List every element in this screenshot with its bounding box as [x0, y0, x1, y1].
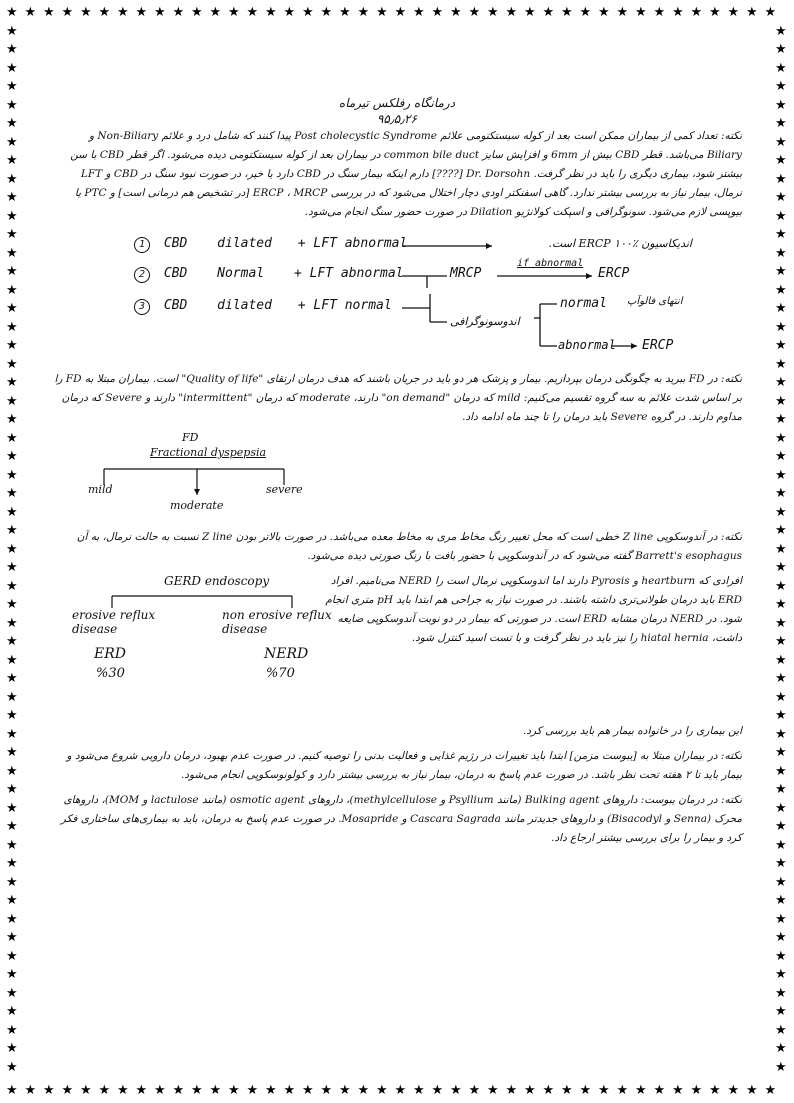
gerd-root: GERD endoscopy: [164, 574, 270, 588]
row3-state: dilated: [217, 298, 272, 313]
border-star: ★: [154, 1083, 166, 1098]
border-star: ★: [775, 782, 787, 797]
border-star: ★: [6, 301, 18, 316]
row3-abnormal: abnormal: [558, 338, 616, 352]
border-star: ★: [775, 967, 787, 982]
border-star: ★: [6, 42, 18, 57]
border-star: ★: [6, 689, 18, 705]
page-header: [52, 95, 742, 127]
border-star: ★: [154, 5, 166, 20]
border-star: ★: [98, 1083, 111, 1098]
row3-normal: normal: [560, 296, 607, 311]
row1-number: 1: [134, 237, 150, 253]
border-star: ★: [6, 893, 18, 908]
border-star: ★: [524, 1083, 536, 1098]
border-star: ★: [635, 5, 647, 20]
border-star: ★: [505, 1083, 518, 1098]
border-star: ★: [6, 745, 18, 760]
fd-root: FD: [182, 431, 199, 444]
border-star: ★: [6, 412, 18, 427]
border-star: ★: [265, 5, 277, 20]
border-star: ★: [6, 782, 18, 797]
row3-cbd: CBD: [163, 298, 188, 313]
border-star: ★: [775, 301, 787, 316]
border-star: ★: [6, 800, 18, 816]
border-star: ★: [6, 393, 18, 409]
gerd-right-abbr: NERD: [264, 646, 309, 662]
border-star: ★: [635, 1083, 647, 1098]
border-star: ★: [117, 1083, 129, 1098]
border-star: ★: [616, 5, 629, 20]
fd-tree: [52, 433, 742, 528]
gerd-section: [52, 572, 742, 722]
border-star: ★: [746, 5, 758, 20]
border-star: ★: [6, 208, 18, 224]
border-star: ★: [764, 1083, 777, 1098]
row2-number: 2: [134, 267, 150, 283]
border-star: ★: [431, 1083, 444, 1098]
paragraph-zline: نکته: در آندوسکوپی Z line خطی است که محل تغییر رنگ مخاط مری به مخاط معده می‌باشد. در صورت بالاتر بودن Z line نسبت به حالت نرمال، به آن Barrett's esophagus گفته می‌شود که در آندوسکوپی با حضور بافت با رنگ صورتی دیده می‌شود.: [76, 531, 742, 562]
border-star: ★: [487, 1083, 499, 1098]
border-star: ★: [6, 97, 18, 113]
border-star: ★: [775, 745, 787, 760]
border-star: ★: [339, 5, 351, 20]
row1-lft: + LFT abnormal: [297, 236, 408, 251]
gerd-left-abbr: ERD: [94, 646, 126, 662]
border-star: ★: [775, 930, 787, 945]
border-star: ★: [394, 5, 407, 20]
border-star: ★: [775, 375, 787, 390]
border-star: ★: [6, 671, 18, 686]
border-star: ★: [98, 5, 111, 20]
fd-severe: severe: [266, 483, 303, 496]
border-star: ★: [775, 541, 787, 557]
row3-result: ERCP: [642, 338, 674, 353]
border-star: ★: [709, 5, 721, 20]
border-star: ★: [6, 504, 18, 520]
border-star: ★: [775, 819, 787, 834]
border-star: ★: [775, 42, 787, 57]
border-star: ★: [228, 5, 240, 20]
border-star: ★: [6, 116, 18, 131]
border-star: ★: [653, 1083, 666, 1098]
border-star: ★: [283, 1083, 296, 1098]
border-star: ★: [579, 1083, 592, 1098]
fd-mild: mild: [88, 483, 113, 496]
header-title: درمانگاه رفلکس تیرماه: [338, 96, 456, 110]
border-star: ★: [542, 5, 555, 20]
border-star: ★: [672, 1083, 684, 1098]
border-star: ★: [487, 5, 499, 20]
border-star: ★: [672, 5, 684, 20]
gerd-left-pct: %30: [96, 666, 125, 681]
row2-mrcp: MRCP: [450, 266, 482, 281]
row1-cbd: CBD: [163, 236, 188, 251]
border-star: ★: [616, 1083, 629, 1098]
border-star: ★: [6, 245, 18, 261]
row2-cbd: CBD: [163, 266, 188, 281]
border-star: ★: [339, 1083, 351, 1098]
border-star: ★: [209, 1083, 222, 1098]
border-star: ★: [775, 726, 787, 742]
border-star: ★: [775, 874, 787, 890]
border-star: ★: [775, 708, 787, 723]
border-star: ★: [320, 1083, 333, 1098]
border-star: ★: [6, 319, 18, 335]
border-star: ★: [6, 726, 18, 742]
border-star: ★: [413, 1083, 425, 1098]
border-star: ★: [413, 5, 425, 20]
border-star: ★: [6, 190, 18, 205]
border-star: ★: [172, 5, 185, 20]
border-star: ★: [775, 134, 787, 150]
border-star: ★: [394, 1083, 407, 1098]
border-star: ★: [302, 5, 314, 20]
row2-state: Normal: [217, 266, 265, 281]
border-star: ★: [61, 5, 74, 20]
border-star: ★: [80, 1083, 92, 1098]
header-date: ۹۵٫۵٫۲۶: [376, 112, 418, 126]
border-star: ★: [6, 171, 18, 187]
border-star: ★: [6, 967, 18, 982]
border-star: ★: [775, 449, 787, 464]
border-star: ★: [191, 1083, 203, 1098]
border-star: ★: [6, 523, 18, 538]
border-star: ★: [775, 264, 787, 279]
border-star: ★: [727, 5, 740, 20]
border-star: ★: [6, 874, 18, 890]
border-star: ★: [775, 190, 787, 205]
border-star: ★: [775, 467, 787, 483]
border-star: ★: [690, 1083, 703, 1098]
border-star: ★: [376, 5, 388, 20]
border-star: ★: [6, 430, 18, 446]
border-star: ★: [6, 60, 18, 76]
gerd-right-pct: %70: [266, 666, 295, 681]
flow-row-3: [134, 298, 392, 315]
border-star: ★: [709, 1083, 721, 1098]
paragraph-constipation-1: نکته: در بیماران مبتلا به [یبوست مزمن] ابتدا باید تغییرات در رژیم غذایی و فعالیت بدنی را توصیه کنیم. در صورت عدم بهبود، درمان دارویی شروع می‌شود و بیمار باید تا ۲ هفته تحت نظر باشد. در صورت عدم پاسخ به درمان، بیمار نیاز به بررسی بیشتر دارد و کولونوسکوپی انجام می‌شود.: [66, 750, 742, 781]
border-star: ★: [775, 227, 787, 242]
border-star: ★: [6, 541, 18, 557]
flow-row-1: [134, 236, 407, 253]
border-star: ★: [6, 708, 18, 723]
row2-lft: + LFT abnormal: [293, 266, 404, 281]
border-star: ★: [6, 856, 18, 871]
border-star: ★: [302, 1083, 314, 1098]
border-star: ★: [746, 1083, 758, 1098]
fd-root-full: Fractional dyspepsia: [150, 446, 267, 459]
border-star: ★: [43, 1083, 55, 1098]
border-star: ★: [505, 5, 518, 20]
border-star: ★: [135, 1083, 148, 1098]
border-star: ★: [6, 652, 18, 668]
border-star: ★: [6, 819, 18, 834]
border-star: ★: [6, 615, 18, 631]
border-star: ★: [775, 23, 787, 39]
border-star: ★: [775, 338, 787, 353]
border-star: ★: [775, 430, 787, 446]
border-star: ★: [172, 1083, 185, 1098]
border-star: ★: [775, 504, 787, 520]
border-star: ★: [431, 5, 444, 20]
border-star: ★: [775, 393, 787, 409]
border-star: ★: [775, 1004, 787, 1019]
border-star: ★: [775, 689, 787, 705]
border-star: ★: [6, 467, 18, 483]
border-star: ★: [690, 5, 703, 20]
border-star: ★: [775, 856, 787, 871]
border-star: ★: [775, 985, 787, 1001]
row3-lft: + LFT normal: [297, 298, 392, 313]
border-star: ★: [775, 597, 787, 612]
border-star: ★: [6, 578, 18, 594]
border-star: ★: [579, 5, 592, 20]
gerd-right-title: non erosive reflux disease: [222, 608, 332, 636]
row3-number: 3: [134, 299, 150, 315]
border-star: ★: [6, 356, 18, 372]
border-star: ★: [775, 893, 787, 908]
border-star: ★: [376, 1083, 388, 1098]
border-star: ★: [775, 615, 787, 631]
border-star: ★: [6, 1041, 18, 1056]
border-star: ★: [775, 486, 787, 501]
border-star: ★: [6, 985, 18, 1001]
border-star: ★: [524, 5, 536, 20]
border-star: ★: [6, 837, 18, 853]
border-star: ★: [6, 634, 18, 649]
border-star: ★: [265, 1083, 277, 1098]
border-star: ★: [561, 1083, 573, 1098]
row1-result: اندیکاسیون ERCP ۱۰۰٪ است.: [548, 237, 692, 250]
border-star: ★: [775, 412, 787, 427]
border-star: ★: [6, 1083, 18, 1098]
border-star: ★: [727, 1083, 740, 1098]
paragraph-fd: نکته: در FD ببرید به چگونگی درمان بپردازیم. بیمار و پزشک هر دو باید در جریان باشند که هدف درمان ارتقای "Quality of life" است. بیماران مبتلا به FD را بر اساس شدت علائم به سه گروه تقسیم می‌کنیم: mild که درمان "on demand" دارند، moderate که درمان "intermittent" دارند و Severe که درمان مداوم دارند. در گروه Severe باید درمان را تا چند ماه ادامه داد.: [54, 373, 742, 423]
border-star: ★: [6, 449, 18, 464]
border-star: ★: [6, 338, 18, 353]
border-star: ★: [775, 282, 787, 298]
border-star: ★: [6, 911, 18, 927]
border-star: ★: [6, 153, 18, 168]
border-star: ★: [598, 1083, 610, 1098]
border-star: ★: [775, 837, 787, 853]
border-star: ★: [6, 264, 18, 279]
border-star: ★: [775, 671, 787, 686]
border-star: ★: [6, 134, 18, 150]
border-star: ★: [775, 1059, 787, 1075]
border-star: ★: [561, 5, 573, 20]
row3-normal-note: انتهای فالوآپ: [627, 296, 683, 307]
border-star: ★: [6, 560, 18, 575]
fd-moderate: moderate: [170, 499, 224, 512]
paragraph-post-cholecystectomy: نکته: تعداد کمی از بیماران ممکن است بعد از کوله سیستکتومی علائم Post cholecystic Syndrome پیدا کنند که شامل درد و علائم Non-Biliary و Biliary می‌باشد. قطر CBD بیش از 6mm و افزایش سایز common bile duct در بیماران بعد از کوله سیستکتومی دیده می‌شود. اگر قطر CBD با سن بیشتر شود، بیماری دیگری را باید در نظر گرفت. Dr. Dorsohn [????] دارم اینکه بیمار سنگ در CBD دارد یا خیر، در صورت نبود سنگ در CBD و LFT نرمال، بیمار نیاز به بررسی بیشتر ندارد. گاهی اسفنکتر اودی دچار اختلال می‌شود که در بررسی ERCP ، MRCP [در تشخیص هم درمانی است] و PTC یا بیوپسی لازم می‌شود. سونوگرافی و اسپکت کولانژیو Dilation در صورت حضور سنگ انجام می‌شود.: [70, 130, 742, 218]
border-star: ★: [246, 5, 259, 20]
border-star: ★: [24, 5, 37, 20]
border-star: ★: [775, 1022, 787, 1038]
border-star: ★: [283, 5, 296, 20]
row3-endosono: اندوسونوگرافی: [450, 315, 520, 328]
border-star: ★: [6, 227, 18, 242]
border-star: ★: [775, 60, 787, 76]
border-star: ★: [24, 1083, 37, 1098]
paragraph-nerd: افرادی که heartburn و Pyrosis دارند اما اندوسکوپی نرمال است را NERD می‌نامیم. افراد ERD باید درمان طولانی‌تری داشته باشند. در صورت نیاز به جراحی هم ابتدا باید pH متری انجام شود. در NERD درمان مشابه ERD است. در صورتی که بیمار در دو نوبت آندوسکوپی ضایعه داشت، hiatal hernia را نیز باید در نظر گرفت و با تست اسید کنترل شود.: [325, 575, 742, 644]
border-star: ★: [468, 5, 481, 20]
gerd-left-title: erosive reflux disease: [72, 608, 156, 636]
border-star: ★: [6, 930, 18, 945]
border-star: ★: [6, 282, 18, 298]
border-star: ★: [6, 5, 18, 20]
border-star: ★: [320, 5, 333, 20]
border-star: ★: [357, 1083, 370, 1098]
border-star: ★: [61, 1083, 74, 1098]
flow-row-2: [134, 266, 404, 283]
border-star: ★: [775, 356, 787, 372]
border-star: ★: [775, 634, 787, 649]
border-star: ★: [228, 1083, 240, 1098]
border-star: ★: [775, 800, 787, 816]
border-star: ★: [775, 948, 787, 964]
border-star: ★: [6, 763, 18, 779]
border-star: ★: [775, 523, 787, 538]
border-star: ★: [764, 5, 777, 20]
row2-condition: if abnormal: [517, 258, 584, 269]
row1-state: dilated: [217, 236, 272, 251]
border-star: ★: [80, 5, 92, 20]
border-star: ★: [775, 560, 787, 575]
border-star: ★: [43, 5, 55, 20]
border-star: ★: [450, 1083, 462, 1098]
border-star: ★: [775, 79, 787, 94]
border-star: ★: [542, 1083, 555, 1098]
border-star: ★: [450, 5, 462, 20]
border-star: ★: [775, 153, 787, 168]
border-star: ★: [775, 116, 787, 131]
border-star: ★: [246, 1083, 259, 1098]
border-star: ★: [135, 5, 148, 20]
border-star: ★: [775, 319, 787, 335]
border-star: ★: [775, 171, 787, 187]
border-star: ★: [6, 948, 18, 964]
border-star: ★: [775, 1041, 787, 1056]
row2-result: ERCP: [598, 266, 630, 281]
border-star: ★: [775, 763, 787, 779]
note-page: [52, 95, 742, 854]
border-star: ★: [191, 5, 203, 20]
border-star: ★: [775, 652, 787, 668]
paragraph-family: این بیماری را در خانواده بیمار هم باید بررسی کرد.: [522, 725, 742, 737]
border-star: ★: [6, 23, 18, 39]
paragraph-constipation-2: نکته: در درمان یبوست: داروهای Bulking agent (مانند Psyllium و methylcellulose)، داروهای osmotic agent (مانند lactulose و MOM)، داروهای محرک (Senna و Bisacodyl) و داروهای جدیدتر مانند Cascara Sagrada و Mosapride. در صورت عدم پاسخ به درمان، باید به بیماری‌های ساختاری فکر کرد و بیمار را برای بررسی بیشتر ارجاع داد.: [60, 794, 742, 844]
border-star: ★: [6, 1004, 18, 1019]
border-star: ★: [209, 5, 222, 20]
border-star: ★: [6, 79, 18, 94]
border-star: ★: [6, 486, 18, 501]
border-star: ★: [653, 5, 666, 20]
border-star: ★: [775, 97, 787, 113]
border-star: ★: [357, 5, 370, 20]
cbd-flow-diagram: [52, 234, 742, 362]
border-star: ★: [117, 5, 129, 20]
border-star: ★: [6, 1059, 18, 1075]
border-star: ★: [775, 578, 787, 594]
border-star: ★: [775, 245, 787, 261]
border-star: ★: [598, 5, 610, 20]
border-star: ★: [6, 597, 18, 612]
border-star: ★: [775, 911, 787, 927]
border-star: ★: [6, 375, 18, 390]
border-star: ★: [468, 1083, 481, 1098]
border-star: ★: [775, 208, 787, 224]
border-star: ★: [6, 1022, 18, 1038]
